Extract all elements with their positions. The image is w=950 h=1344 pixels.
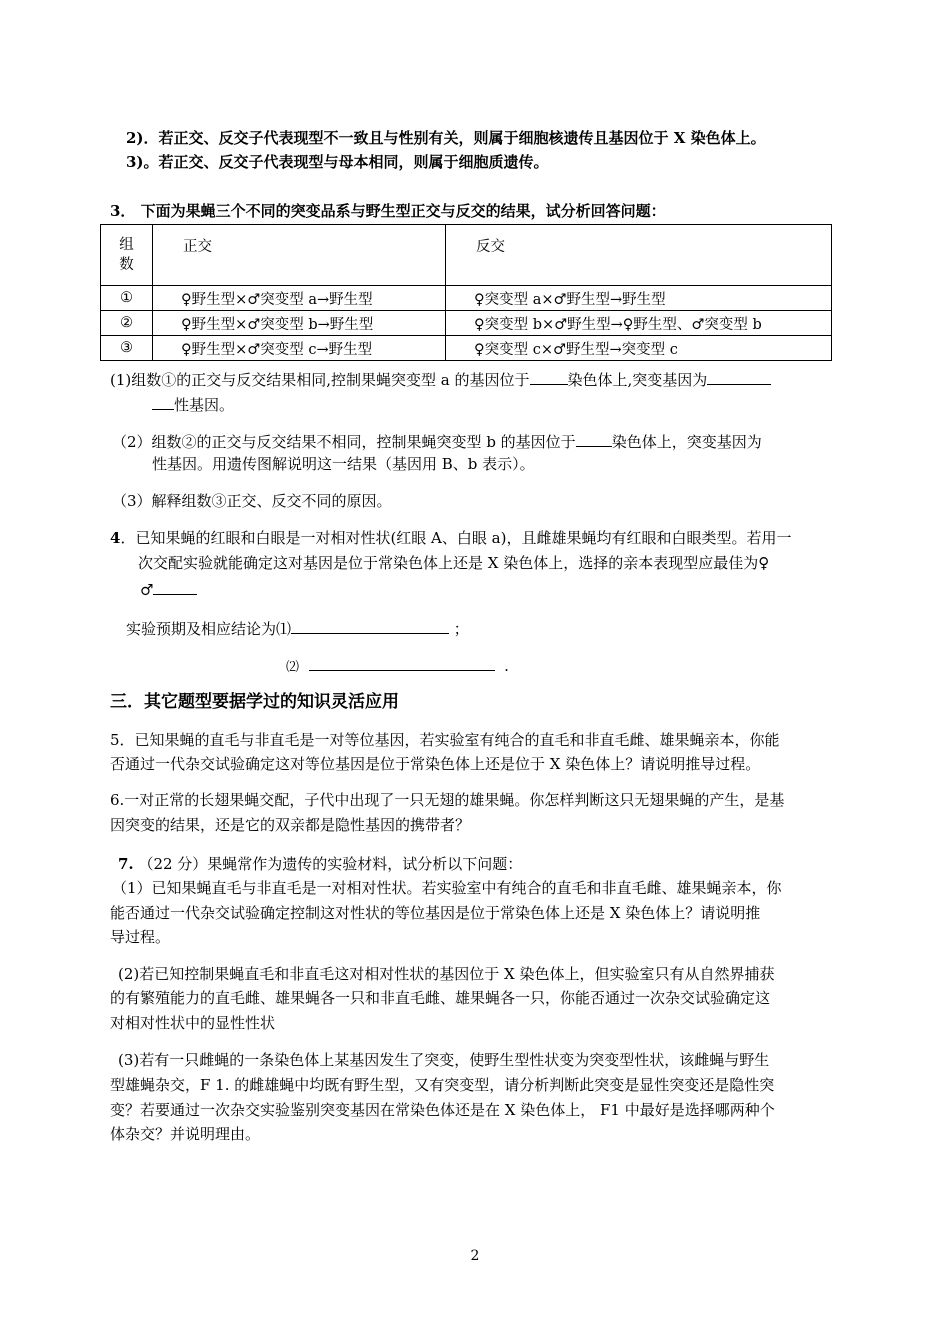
blank-chromosome-b[interactable] bbox=[576, 430, 612, 447]
blank-conclusion-2[interactable] bbox=[309, 654, 495, 671]
q3-sub2-line1 bbox=[112, 430, 762, 452]
q3-sub1-line1 bbox=[110, 368, 771, 390]
q7-p1-line1: （1）已知果蝇直毛与非直毛是一对相对性状。若实验室中有纯合的直毛和非直毛雌、雄果蝇亲本，你 bbox=[112, 879, 782, 897]
q4-semicolon: ； bbox=[453, 620, 469, 638]
q4-period: . bbox=[504, 657, 509, 675]
q5-line1: 5．已知果蝇的直毛与非直毛是一对等位基因，若实验室有纯合的直毛和非直毛雌、雄果蝇亲本，你能 bbox=[110, 731, 780, 749]
q3-sub2-line2: 性基因。用遗传图解说明这一结果（基因用 B、b 表示）。 bbox=[152, 455, 535, 473]
row-reverse: ♀突变型 b×♂野生型→♀野生型、♂突变型 b bbox=[446, 311, 832, 336]
q3-sub2-text-b: 染色体上，突变基因为 bbox=[611, 433, 762, 451]
q7-p3-line3: 变？若要通过一次杂交实验鉴别突变基因在常染色体还是在 X 染色体上， F1 中最好是选择哪两种个 bbox=[110, 1101, 775, 1119]
row-index: ② bbox=[101, 311, 153, 336]
q3-sub1-text-a: (1)组数①的正交与反交结果相同,控制果蝇突变型 a 的基因位于 bbox=[110, 371, 530, 389]
row-forward: ♀野生型×♂突变型 b→野生型 bbox=[153, 311, 446, 336]
q6-line1: 6.一对正常的长翅果蝇交配，子代中出现了一只无翅的雄果蝇。你怎样判断这只无翅果蝇的产生，是基 bbox=[110, 791, 785, 809]
row-reverse: ♀突变型 c×♂野生型→突变型 c bbox=[446, 336, 832, 361]
q7-p3-line1: (3)若有一只雌蝇的一条染色体上某基因发生了突变，使野生型性状变为突变型性状，该雌蝇与野生 bbox=[118, 1051, 770, 1069]
q4-item-2-label: ⑵ bbox=[286, 660, 300, 675]
row-index: ① bbox=[101, 286, 153, 311]
q7-p1-line3: 导过程。 bbox=[110, 928, 171, 946]
q3-sub3: （3）解释组数③正交、反交不同的原因。 bbox=[112, 492, 392, 510]
q3-sub2-text-a: （2）组数②的正交与反交结果不相同，控制果蝇突变型 b 的基因位于 bbox=[112, 433, 576, 451]
q7-p3-line4: 体杂交？并说明理由。 bbox=[110, 1125, 261, 1143]
q3-sub1-text-b: 染色体上,突变基因为 bbox=[567, 371, 708, 389]
q4-expectation-1 bbox=[126, 617, 469, 639]
section-3-heading: 三．其它题型要据学过的知识灵活应用 bbox=[110, 692, 399, 712]
table-row bbox=[101, 286, 832, 311]
q7-heading bbox=[118, 854, 522, 874]
q7-p2-line1: (2)若已知控制果蝇直毛和非直毛这对相对性状的基因位于 X 染色体上，但实验室只有从自然界捕获 bbox=[118, 965, 775, 983]
q7-p1-line2: 能否通过一代杂交试验确定控制这对性状的等位基因是位于常染色体上还是 X 染色体上？请说明推 bbox=[110, 904, 761, 922]
blank-dominance-a-cont[interactable] bbox=[152, 393, 174, 410]
question-7-number: 7. bbox=[118, 855, 134, 873]
q4-expectation-label: 实验预期及相应结论为⑴ bbox=[126, 620, 292, 638]
male-symbol: ♂ bbox=[140, 581, 154, 599]
blank-parent-phenotype[interactable] bbox=[153, 578, 197, 595]
page-number: 2 bbox=[470, 1248, 480, 1264]
blank-chromosome-a[interactable] bbox=[530, 368, 568, 385]
question-3-number: 3． bbox=[110, 202, 136, 220]
header-group-count bbox=[101, 225, 153, 286]
row-forward: ♀野生型×♂突变型 c→野生型 bbox=[153, 336, 446, 361]
header-group-b: 数 bbox=[119, 257, 134, 273]
row-index: ③ bbox=[101, 336, 153, 361]
q3-sub1-line2 bbox=[152, 393, 234, 415]
q4-expectation-2 bbox=[286, 654, 509, 678]
row-reverse: ♀突变型 a×♂野生型→野生型 bbox=[446, 286, 832, 311]
rule-line-3: 3)。若正交、反交子代表现型与母本相同，则属于细胞质遗传。 bbox=[126, 153, 549, 171]
q4-line1 bbox=[110, 528, 791, 548]
q4-line3 bbox=[140, 578, 197, 600]
q3-sub1-text-c: 性基因。 bbox=[174, 396, 235, 414]
q7-heading-text: （22 分）果蝇常作为遗传的实验材料，试分析以下问题： bbox=[138, 855, 523, 873]
blank-dominance-a[interactable] bbox=[707, 368, 771, 385]
q7-p2-line2: 的有繁殖能力的直毛雌、雄果蝇各一只和非直毛雌、雄果蝇各一只，你能否通过一次杂交试验确定这 bbox=[110, 989, 771, 1007]
q4-text-1: ．已知果蝇的红眼和白眼是一对相对性状(红眼 A、白眼 a)，且雌雄果蝇均有红眼和白眼类型。若用一 bbox=[120, 529, 792, 547]
q5-line2: 否通过一代杂交试验确定这对等位基因是位于常染色体上还是位于 X 染色体上？请说明推导过程。 bbox=[110, 755, 761, 773]
blank-conclusion-1[interactable] bbox=[291, 617, 449, 634]
rule-line-2: 2)．若正交、反交子代表现型不一致且与性别有关，则属于细胞核遗传且基因位于 X 染色体上。 bbox=[126, 129, 766, 147]
question-3-title bbox=[110, 201, 666, 221]
table-row bbox=[101, 311, 832, 336]
q7-p3-line2: 型雄蝇杂交，F 1. 的雌雄蝇中均既有野生型，又有突变型，请分析判断此突变是显性突变还是隐性突 bbox=[110, 1076, 775, 1094]
q6-line2: 因突变的结果，还是它的双亲都是隐性基因的携带者？ bbox=[110, 816, 471, 834]
q7-p2-line3: 对相对性状中的显性性状 bbox=[110, 1014, 276, 1032]
question-3-text: 下面为果蝇三个不同的突变品系与野生型正交与反交的结果，试分析回答问题： bbox=[140, 202, 666, 220]
q4-line2: 次交配实验就能确定这对基因是位于常染色体上还是 X 染色体上，选择的亲本表现型应最佳为♀ bbox=[138, 554, 770, 572]
table-header-row bbox=[101, 225, 832, 286]
table-row bbox=[101, 336, 832, 361]
question-4-number: 4 bbox=[110, 529, 121, 547]
row-forward: ♀野生型×♂突变型 a→野生型 bbox=[153, 286, 446, 311]
header-reverse: 反交 bbox=[446, 225, 832, 286]
header-forward: 正交 bbox=[153, 225, 446, 286]
cross-results-table bbox=[100, 224, 832, 361]
header-group-a: 组 bbox=[119, 237, 134, 253]
